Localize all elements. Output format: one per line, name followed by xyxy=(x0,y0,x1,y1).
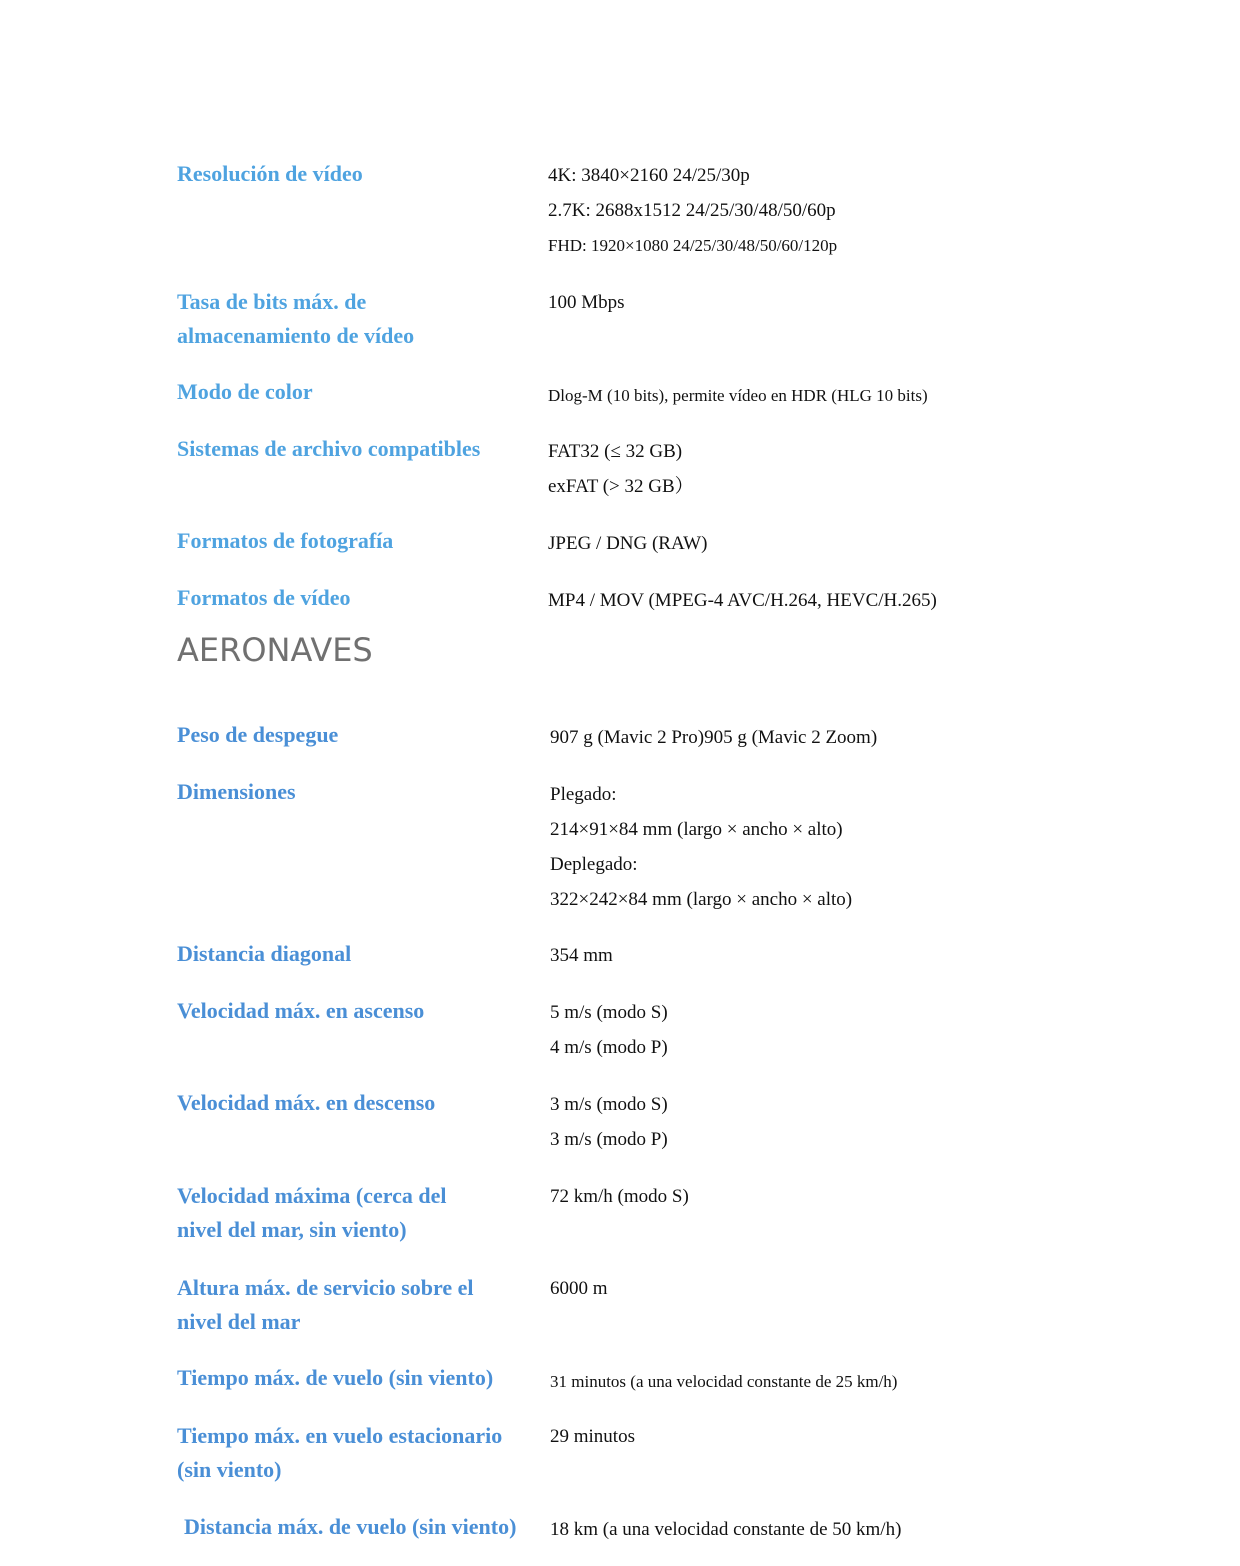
spec-label: Distancia diagonal xyxy=(177,941,352,966)
spec-label-line: almacenamiento de vídeo xyxy=(177,323,415,348)
spec-label: Formatos de vídeo xyxy=(177,585,351,610)
spec-label xyxy=(177,1419,527,1487)
spec-value: 214×91×84 mm (largo × ancho × alto) xyxy=(550,819,843,840)
spec-value: 29 minutos xyxy=(550,1426,635,1447)
spec-label-line: Tiempo máx. en vuelo estacionario xyxy=(177,1423,503,1448)
spec-label: Velocidad máx. en descenso xyxy=(177,1090,436,1115)
spec-label xyxy=(177,285,527,353)
spec-label: Velocidad máx. en ascenso xyxy=(177,998,425,1023)
spec-value: 354 mm xyxy=(550,945,613,966)
spec-label: Resolución de vídeo xyxy=(177,161,363,186)
spec-label-line: nivel del mar xyxy=(177,1309,301,1334)
spec-label-line: nivel del mar, sin viento) xyxy=(177,1217,407,1242)
spec-values xyxy=(548,285,1108,320)
spec-values xyxy=(548,158,1108,263)
spec-values xyxy=(550,1179,1110,1214)
spec-label-line: (sin viento) xyxy=(177,1457,282,1482)
spec-label xyxy=(177,1179,527,1247)
spec-values xyxy=(548,434,1108,504)
spec-value: 6000 m xyxy=(550,1278,608,1299)
spec-label-line: Altura máx. de servicio sobre el xyxy=(177,1275,474,1300)
spec-value: 322×242×84 mm (largo × ancho × alto) xyxy=(550,889,853,910)
spec-label: Tiempo máx. de vuelo (sin viento) xyxy=(177,1365,494,1390)
spec-values xyxy=(550,995,1110,1065)
spec-value: 3 m/s (modo P) xyxy=(550,1129,668,1150)
spec-values xyxy=(550,938,1110,973)
spec-values xyxy=(550,1512,1110,1547)
spec-values xyxy=(548,583,1108,618)
spec-value: 31 minutos (a una velocidad constante de 25 km/h) xyxy=(550,1372,898,1391)
spec-label-line: Velocidad máxima (cerca del xyxy=(177,1183,447,1208)
spec-value: 18 km (a una velocidad constante de 50 km/h) xyxy=(550,1519,902,1540)
spec-values xyxy=(548,526,1108,561)
spec-label: Sistemas de archivo compatibles xyxy=(177,436,481,461)
spec-values xyxy=(550,720,1110,755)
spec-value: FHD: 1920×1080 24/25/30/48/50/60/120p xyxy=(548,236,838,255)
spec-values xyxy=(550,1271,1110,1306)
spec-value: Dlog-M (10 bits), permite vídeo en HDR (HLG 10 bits) xyxy=(548,386,928,405)
spec-values xyxy=(550,777,1110,917)
spec-label: Distancia máx. de vuelo (sin viento) xyxy=(184,1514,517,1539)
spec-value: JPEG / DNG (RAW) xyxy=(548,533,708,554)
spec-value: Plegado: xyxy=(550,784,617,805)
section-title: AERONAVES xyxy=(177,631,373,669)
spec-values xyxy=(550,1087,1110,1157)
spec-value: 3 m/s (modo S) xyxy=(550,1094,668,1115)
spec-label: Dimensiones xyxy=(177,779,296,804)
spec-label xyxy=(177,1271,527,1339)
spec-values xyxy=(550,1419,1110,1454)
spec-value: FAT32 (≤ 32 GB) xyxy=(548,441,683,462)
spec-label-line: Tasa de bits máx. de xyxy=(177,289,367,314)
spec-value: 4 m/s (modo P) xyxy=(550,1037,668,1058)
spec-values xyxy=(548,378,1108,413)
spec-value: MP4 / MOV (MPEG-4 AVC/H.264, HEVC/H.265) xyxy=(548,590,937,611)
spec-label: Formatos de fotografía xyxy=(177,528,394,553)
spec-value: 100 Mbps xyxy=(548,292,625,313)
spec-value: 907 g (Mavic 2 Pro)905 g (Mavic 2 Zoom) xyxy=(550,727,878,748)
spec-value: 5 m/s (modo S) xyxy=(550,1002,668,1023)
spec-value: 2.7K: 2688x1512 24/25/30/48/50/60p xyxy=(548,200,836,221)
spec-value: Deplegado: xyxy=(550,854,638,875)
spec-value: 72 km/h (modo S) xyxy=(550,1186,689,1207)
spec-value: exFAT (> 32 GB） xyxy=(548,476,694,497)
spec-label: Modo de color xyxy=(177,379,313,404)
spec-values xyxy=(550,1364,1110,1399)
spec-value: 4K: 3840×2160 24/25/30p xyxy=(548,165,750,186)
spec-label: Peso de despegue xyxy=(177,722,339,747)
